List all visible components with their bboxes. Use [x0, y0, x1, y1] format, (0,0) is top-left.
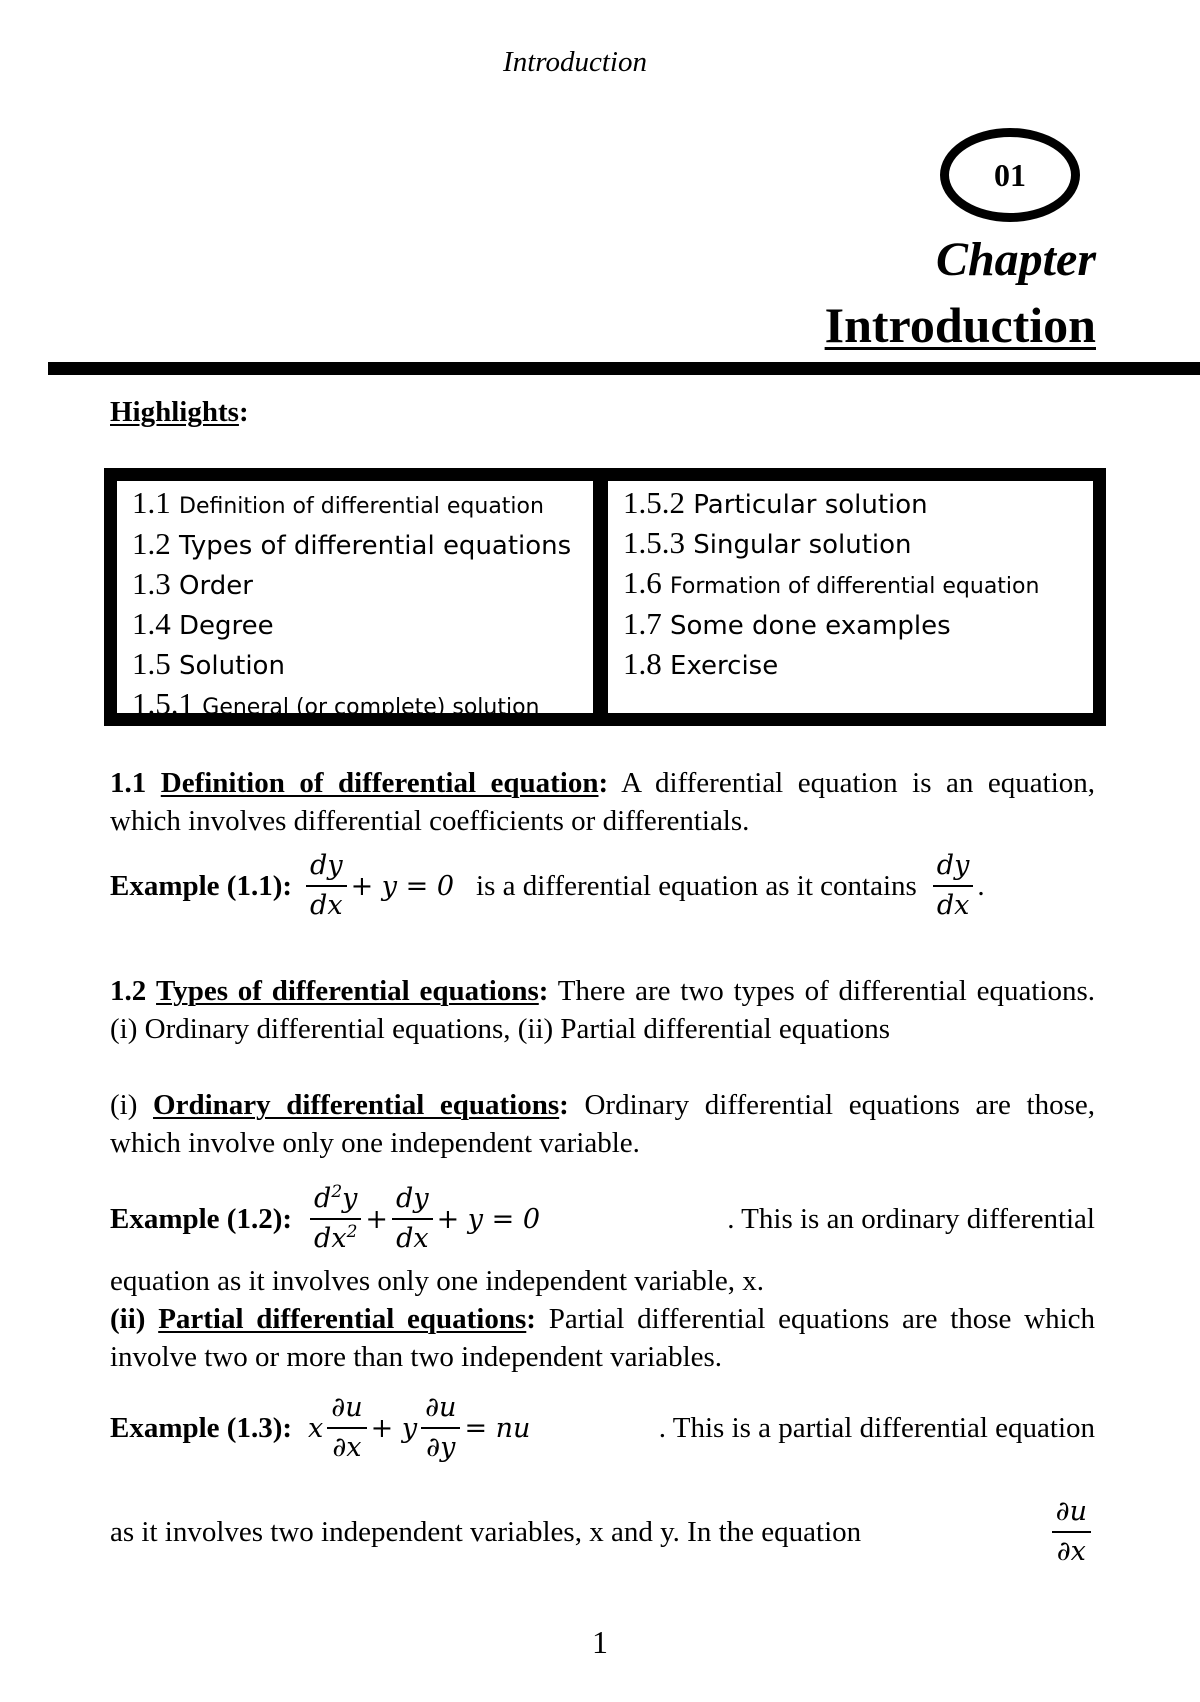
fraction-numerator: dy	[933, 851, 974, 887]
fraction-d2y-dx2	[310, 1184, 361, 1254]
highlight-text: Solution	[179, 651, 285, 681]
fraction-du-dy	[421, 1393, 460, 1463]
fraction-numerator	[310, 1184, 361, 1220]
fraction-dy-dx	[392, 1184, 433, 1254]
highlight-number: 1.1	[132, 485, 171, 520]
highlight-item	[623, 605, 1039, 645]
section-number: 1.1	[110, 767, 147, 799]
example-text: . This is an ordinary differential	[727, 1202, 1095, 1235]
section-title-colon: :	[538, 975, 549, 1007]
highlight-item	[132, 685, 571, 726]
section-title: Definition of differential equation	[160, 767, 599, 799]
types-text: There are two types of differential equations. (i) Ordinary differential equations, (ii) Partial differential equations	[110, 975, 1095, 1045]
highlight-number: 1.5.2	[623, 485, 685, 520]
definition-text-part-1: A differential equation is an	[621, 767, 974, 799]
highlights-heading	[110, 396, 249, 429]
equation-rest: + y = 0	[350, 870, 455, 902]
fraction-denominator: dx	[310, 890, 343, 921]
running-header: Introduction	[503, 46, 647, 78]
fraction-denominator: ∂x	[332, 1432, 362, 1463]
plus-y: + y	[370, 1412, 418, 1444]
highlights-heading-colon: :	[238, 396, 249, 428]
highlight-text: Degree	[179, 611, 274, 641]
page-number: 1	[592, 1624, 608, 1660]
fraction-du-dx	[1052, 1497, 1091, 1567]
highlight-number: 1.4	[132, 606, 171, 641]
highlight-text: Some done examples	[670, 611, 951, 641]
example-1-1-line	[110, 846, 1095, 926]
highlight-item	[132, 605, 571, 645]
fraction-denominator: dx	[936, 890, 970, 921]
item-label: (ii)	[110, 1303, 146, 1335]
highlights-heading-text: Highlights	[110, 396, 239, 428]
ordinary-text: Ordinary differential equations are those, which involve only one independent variable.	[110, 1089, 1095, 1159]
highlight-item	[623, 645, 1039, 685]
numerator-d: d	[314, 1183, 332, 1214]
highlight-text: Formation of differential equation	[670, 574, 1040, 599]
fraction-denominator: ∂y	[426, 1432, 456, 1463]
fraction-denominator: dx	[396, 1223, 429, 1254]
highlight-number: 1.6	[623, 565, 662, 600]
highlight-number: 1.5.1	[132, 686, 194, 721]
subsection-title: Ordinary differential equations	[153, 1089, 560, 1121]
example-text: . This is a partial differential equation	[658, 1411, 1095, 1444]
final-line	[110, 1490, 1095, 1574]
partial-text: Partial differential equations are those which involve two or more than two independent variables.	[110, 1303, 1096, 1373]
highlight-text: Types of differential equations	[179, 531, 572, 561]
highlight-item	[132, 484, 571, 525]
highlight-item	[623, 564, 1039, 605]
highlight-number: 1.2	[132, 526, 171, 561]
ordinary-de-definition	[110, 1086, 1095, 1162]
highlight-text: Particular solution	[693, 490, 928, 520]
example-1-2-line	[110, 1176, 1095, 1262]
highlight-text: Order	[179, 571, 253, 601]
highlights-left-column	[132, 484, 571, 726]
highlight-item	[132, 645, 571, 685]
highlight-text: Singular solution	[693, 530, 912, 560]
fraction-denominator	[310, 1220, 361, 1254]
highlight-number: 1.8	[623, 646, 662, 681]
final-text: as it involves two independent variables, x and y. In the equation	[110, 1515, 862, 1548]
chapter-title: Introduction	[824, 297, 1096, 353]
example-label: Example (1.3):	[110, 1411, 293, 1444]
plus-sign: +	[365, 1203, 389, 1235]
example-1-2-continuation	[110, 1262, 1095, 1300]
section-title-colon: :	[598, 767, 609, 799]
fraction-numerator: dy	[306, 851, 347, 887]
fraction-dy-dx	[933, 851, 974, 921]
example-1-3-line	[110, 1386, 1095, 1470]
highlight-text: General (or complete) solution	[202, 695, 540, 720]
section-1-1-definition	[110, 764, 1095, 840]
fraction-du-dx	[327, 1393, 366, 1463]
highlight-item	[132, 525, 571, 565]
highlight-number: 1.5.3	[623, 525, 685, 560]
highlight-text: Definition of differential equation	[179, 494, 544, 519]
equation-rest: = nu	[464, 1412, 531, 1444]
heading-rule	[48, 362, 1200, 375]
numerator-y: y	[342, 1183, 358, 1214]
definition-text-part-2: equation, which involves differential coefficients or differentials.	[110, 767, 1095, 837]
subsection-title-colon: :	[559, 1089, 569, 1121]
item-label: (i)	[110, 1089, 138, 1121]
equation-rest: + y = 0	[436, 1203, 541, 1235]
fraction-numerator: ∂u	[421, 1393, 460, 1429]
example-label: Example (1.2):	[110, 1202, 293, 1235]
fraction-numerator: ∂u	[1052, 1497, 1091, 1533]
fraction-denominator: ∂x	[1056, 1536, 1086, 1567]
denominator-dx: dx	[314, 1223, 347, 1254]
example-1-2-equation	[110, 1184, 540, 1254]
variable-x: x	[308, 1412, 324, 1444]
highlight-number: 1.3	[132, 566, 171, 601]
denominator-exponent: 2	[346, 1222, 358, 1242]
section-1-2-types	[110, 972, 1095, 1048]
highlight-number: 1.5	[132, 646, 171, 681]
example-text: is a differential equation as it contains	[476, 869, 917, 902]
example-continuation-text: equation as it involves only one independent variable, x.	[110, 1265, 764, 1297]
highlight-text: Exercise	[670, 651, 779, 681]
highlight-item	[623, 484, 1039, 524]
section-title: Types of differential equations	[156, 975, 539, 1007]
highlights-right-column	[623, 484, 1039, 685]
chapter-number: 01	[994, 156, 1026, 193]
partial-de-definition	[110, 1300, 1095, 1376]
highlight-item	[623, 524, 1039, 564]
end-punctuation: .	[977, 869, 985, 902]
subsection-title-colon: :	[526, 1303, 536, 1335]
highlight-number: 1.7	[623, 606, 662, 641]
example-label: Example (1.1):	[110, 869, 293, 902]
chapter-label: Chapter	[935, 233, 1096, 286]
example-1-3-equation	[110, 1393, 530, 1463]
numerator-exponent: 2	[331, 1182, 343, 1202]
highlight-item	[132, 565, 571, 605]
section-number: 1.2	[110, 975, 147, 1007]
chapter-number-badge	[940, 128, 1080, 222]
highlights-divider	[593, 480, 608, 716]
fraction-numerator: ∂u	[327, 1393, 366, 1429]
fraction-dy-dx	[306, 851, 347, 921]
subsection-title: Partial differential equations	[158, 1303, 527, 1335]
fraction-numerator: dy	[392, 1184, 433, 1220]
